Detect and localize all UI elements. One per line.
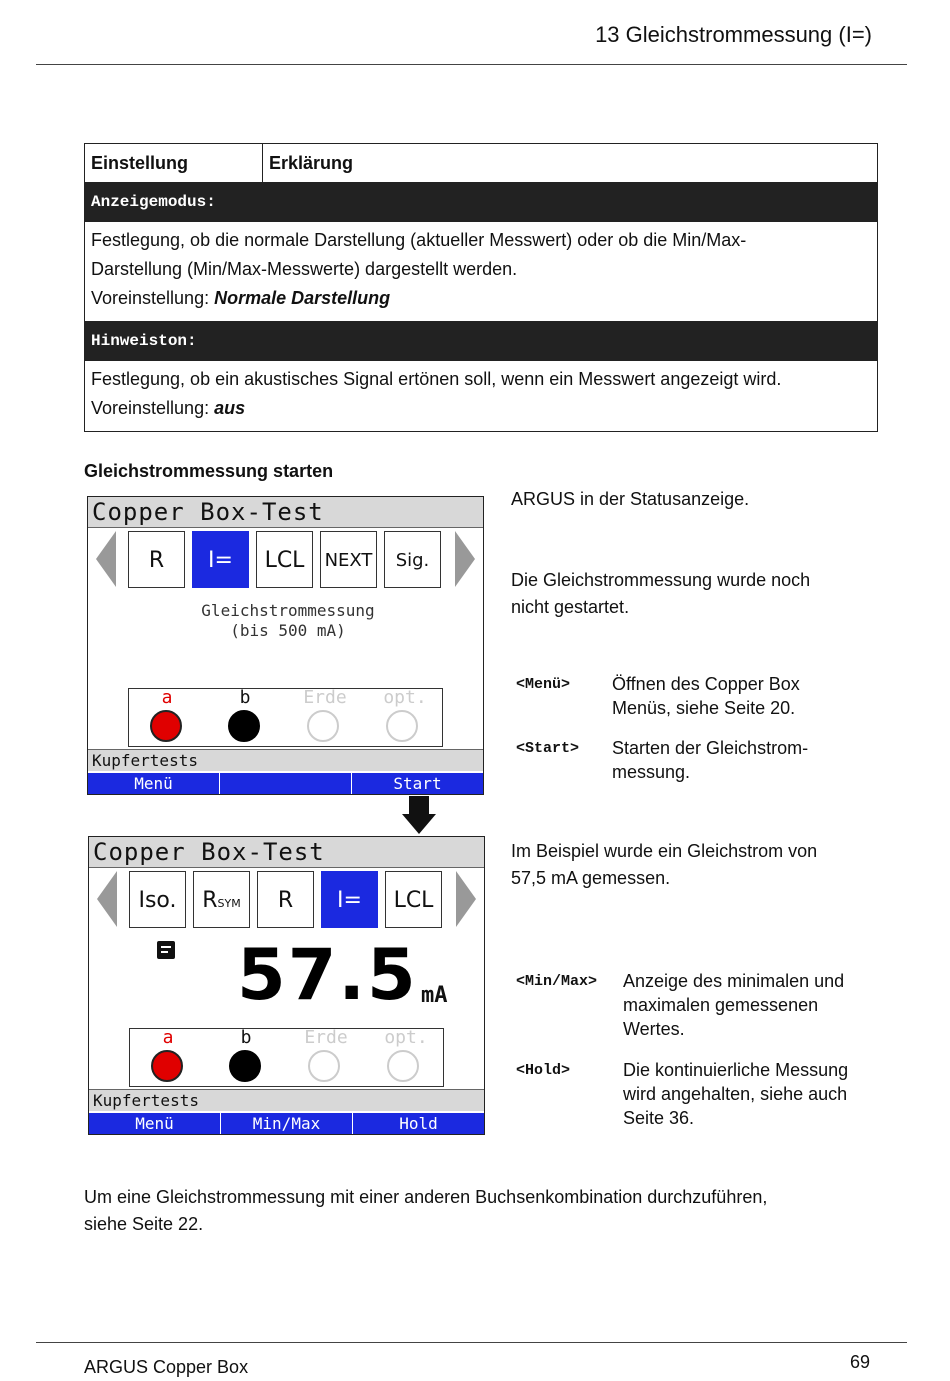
anzeigemodus-line1: Festlegung, ob die normale Darstellung (aktueller Messwert) oder ob die Min/Max- bbox=[91, 230, 747, 250]
tab-sig: Sig. bbox=[384, 531, 441, 588]
jack-label-b: b bbox=[239, 687, 251, 708]
softkey-menu[interactable]: Menü bbox=[89, 1113, 221, 1134]
header-rule bbox=[36, 64, 907, 65]
jack-panel bbox=[128, 688, 443, 747]
message-line2: (bis 500 mA) bbox=[230, 621, 346, 640]
jack-opt-icon bbox=[386, 710, 418, 742]
jack-label-erde: Erde bbox=[303, 687, 347, 708]
section-subheading: Gleichstrommessung starten bbox=[84, 461, 334, 481]
jack-label-b: b bbox=[240, 1027, 252, 1048]
softkey-bar bbox=[88, 773, 483, 794]
footer-product: ARGUS Copper Box bbox=[84, 1357, 249, 1377]
section-body-anzeigemodus bbox=[85, 222, 878, 322]
tab-r: R bbox=[257, 871, 314, 928]
tab-iso: Iso. bbox=[129, 871, 186, 928]
footer-rule bbox=[36, 1342, 907, 1343]
tab-lcl: LCL bbox=[385, 871, 442, 928]
bottom-note-line2: siehe Seite 22. bbox=[84, 1214, 204, 1234]
arrow-left-icon bbox=[96, 531, 116, 587]
tab-dc-current: I= bbox=[192, 531, 249, 588]
tab-rsym bbox=[193, 871, 250, 928]
jack-a-icon bbox=[150, 710, 182, 742]
device-screen-2 bbox=[88, 836, 485, 1135]
desc-not-started-line2: nicht gestartet. bbox=[511, 597, 630, 617]
jack-label-opt: opt. bbox=[383, 687, 427, 708]
desc-example-line2: 57,5 mA gemessen. bbox=[511, 868, 671, 888]
key-minmax: <Min/Max> bbox=[516, 973, 598, 990]
jack-label-a: a bbox=[162, 1027, 174, 1048]
softkey-empty bbox=[220, 773, 352, 794]
default-label: Voreinstellung: bbox=[91, 288, 215, 308]
desc-example bbox=[511, 838, 817, 892]
measured-value: 57.5 bbox=[237, 934, 418, 1016]
key-start-desc bbox=[612, 736, 808, 784]
arrow-right-icon bbox=[456, 871, 476, 927]
desc-example-line1: Im Beispiel wurde ein Gleichstrom von bbox=[511, 841, 818, 861]
section-title-anzeigemodus: Anzeigemodus: bbox=[85, 183, 878, 222]
key-minmax-desc bbox=[623, 969, 844, 1041]
default-value: aus bbox=[214, 398, 246, 418]
bottom-note-line1: Um eine Gleichstrommessung mit einer anderen Buchsenkombination durchzuführen, bbox=[84, 1187, 768, 1207]
key-hold-desc-line1: Die kontinuierliche Messung bbox=[623, 1060, 849, 1080]
desc-not-started bbox=[511, 567, 810, 621]
softkey-menu[interactable]: Menü bbox=[88, 773, 220, 794]
desc-not-started-line1: Die Gleichstrommessung wurde noch bbox=[511, 570, 811, 590]
bottom-note bbox=[84, 1184, 767, 1238]
key-menu: <Menü> bbox=[516, 676, 571, 693]
key-start-desc-line1: Starten der Gleichstrom- bbox=[612, 738, 809, 758]
tab-rsym-sub: SYM bbox=[217, 897, 241, 910]
jack-label-erde: Erde bbox=[304, 1027, 348, 1048]
softkey-hold[interactable]: Hold bbox=[399, 1114, 438, 1133]
settings-table bbox=[84, 143, 878, 432]
tab-rsym-main: R bbox=[202, 888, 218, 913]
status-bar: Kupfertests bbox=[88, 749, 483, 771]
jack-label-a: a bbox=[161, 687, 173, 708]
jack-b-icon bbox=[229, 1050, 261, 1082]
jack-panel bbox=[129, 1028, 444, 1087]
arrow-left-icon bbox=[97, 871, 117, 927]
key-menu-desc bbox=[612, 672, 800, 720]
down-arrow-head-icon bbox=[402, 814, 436, 834]
key-menu-desc-line1: Öffnen des Copper Box bbox=[612, 674, 800, 694]
jack-label-opt: opt. bbox=[384, 1027, 428, 1048]
hinweiston-default bbox=[91, 394, 871, 423]
section-title-hinweiston: Hinweiston: bbox=[85, 322, 878, 361]
hinweiston-line1: Festlegung, ob ein akustisches Signal ertönen soll, wenn ein Messwert angezeigt wird. bbox=[91, 369, 782, 389]
screen-title: Copper Box-Test bbox=[88, 497, 483, 528]
jack-a-icon bbox=[151, 1050, 183, 1082]
device-screen-1 bbox=[87, 496, 484, 795]
section-body-hinweiston bbox=[85, 361, 878, 432]
down-arrow-icon bbox=[409, 796, 429, 814]
default-label: Voreinstellung: bbox=[91, 398, 215, 418]
screen-message bbox=[148, 601, 428, 641]
desc-status: ARGUS in der Statusanzeige. bbox=[511, 489, 750, 509]
key-menu-desc-line2: Menüs, siehe Seite 20. bbox=[612, 698, 796, 718]
column-header-setting: Einstellung bbox=[85, 144, 263, 183]
jack-opt-icon bbox=[387, 1050, 419, 1082]
jack-erde-icon bbox=[308, 1050, 340, 1082]
softkey-start[interactable]: Start bbox=[393, 774, 442, 793]
chapter-title: 13 Gleichstrommessung (I=) bbox=[595, 22, 872, 47]
measured-unit: mA bbox=[421, 983, 448, 1008]
softkey-bar bbox=[89, 1113, 484, 1134]
screen-title: Copper Box-Test bbox=[89, 837, 484, 868]
key-hold-desc-line3: Seite 36. bbox=[623, 1108, 695, 1128]
tab-next: NEXT bbox=[320, 531, 377, 588]
key-start: <Start> bbox=[516, 740, 580, 757]
key-hold: <Hold> bbox=[516, 1062, 571, 1079]
anzeigemodus-default bbox=[91, 284, 871, 313]
jack-b-icon bbox=[228, 710, 260, 742]
key-minmax-desc-line1: Anzeige des minimalen und bbox=[623, 971, 845, 991]
tab-dc-current: I= bbox=[321, 871, 378, 928]
key-minmax-desc-line2: maximalen gemessenen bbox=[623, 995, 819, 1015]
tab-lcl: LCL bbox=[256, 531, 313, 588]
softkey-minmax[interactable]: Min/Max bbox=[221, 1113, 353, 1134]
arrow-right-icon bbox=[455, 531, 475, 587]
message-line1: Gleichstrommessung bbox=[201, 601, 375, 620]
tab-r: R bbox=[128, 531, 185, 588]
column-header-explanation: Erklärung bbox=[263, 144, 878, 183]
status-bar: Kupfertests bbox=[89, 1089, 484, 1111]
key-hold-desc bbox=[623, 1058, 848, 1130]
default-value: Normale Darstellung bbox=[214, 288, 391, 308]
memory-icon bbox=[157, 941, 175, 959]
anzeigemodus-line2: Darstellung (Min/Max-Messwerte) dargestellt werden. bbox=[91, 259, 518, 279]
key-start-desc-line2: messung. bbox=[612, 762, 691, 782]
jack-erde-icon bbox=[307, 710, 339, 742]
page-number: 69 bbox=[850, 1352, 871, 1372]
key-hold-desc-line2: wird angehalten, siehe auch bbox=[623, 1084, 848, 1104]
key-minmax-desc-line3: Wertes. bbox=[623, 1019, 685, 1039]
